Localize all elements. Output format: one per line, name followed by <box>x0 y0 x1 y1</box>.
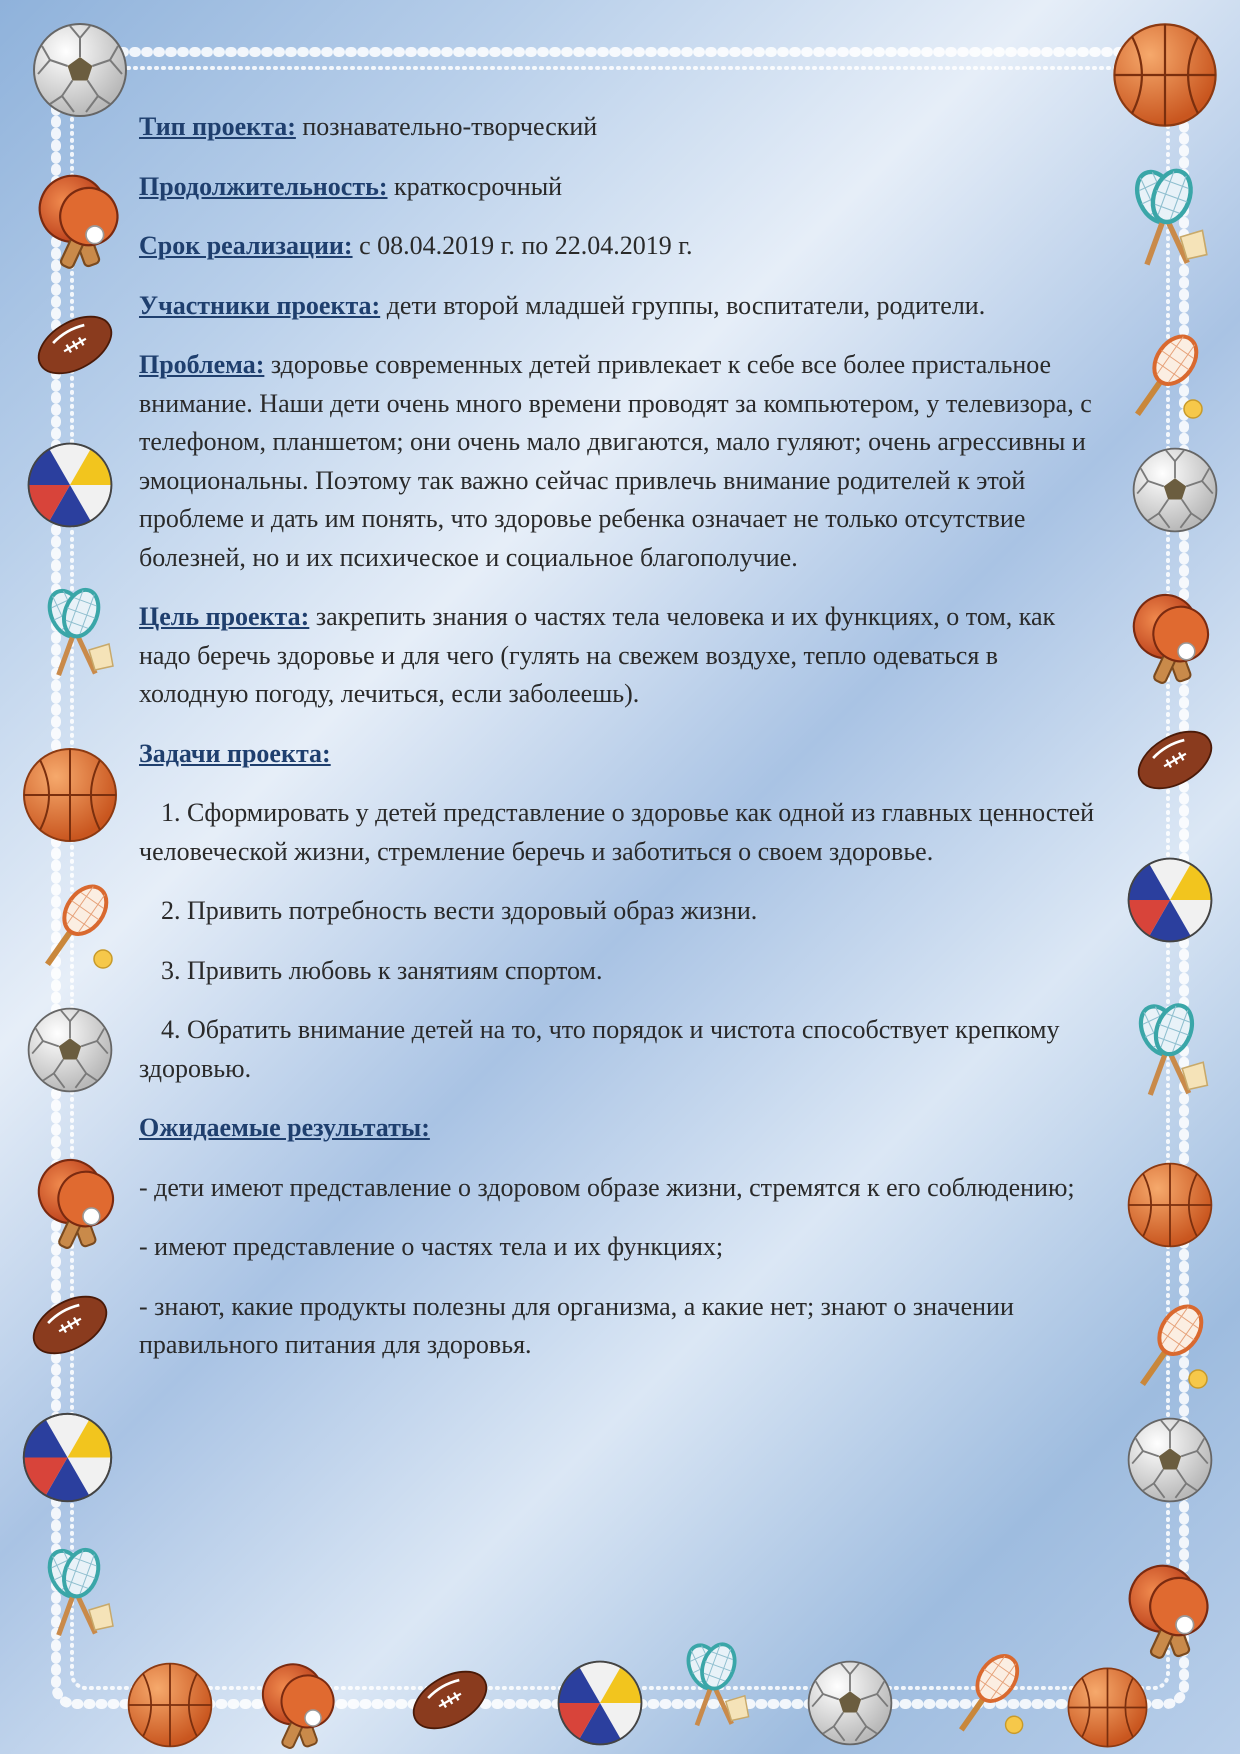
basketball-icon <box>1068 1668 1146 1746</box>
volleyball-icon <box>29 444 112 527</box>
project-type-line <box>139 108 1099 147</box>
participants-line <box>139 287 1099 326</box>
participants-value: дети второй младшей группы, воспитатели, родители. <box>380 290 986 320</box>
task-item <box>139 892 1099 931</box>
badminton-rackets-icon <box>1134 1000 1208 1100</box>
soccer-ball-icon <box>1134 449 1217 532</box>
tasks-heading-label: Задачи проекта: <box>139 738 331 768</box>
ping-pong-paddle-icon <box>1125 586 1217 693</box>
tennis-racket-icon <box>947 1648 1025 1739</box>
basketball-icon <box>1129 1164 1212 1247</box>
period-label: Срок реализации: <box>139 231 353 260</box>
duration-label: Продолжительность: <box>139 171 388 201</box>
participants-label: Участники проекта: <box>139 290 381 320</box>
volleyball-icon <box>559 1662 642 1745</box>
task-item <box>139 794 1099 871</box>
period-line <box>139 227 1099 266</box>
soccer-ball-icon <box>1129 1419 1212 1502</box>
soccer-ball-icon <box>29 1009 112 1092</box>
task-number: 2. <box>161 896 181 925</box>
football-icon <box>1129 720 1221 800</box>
task-text: Привить потребность вести здоровый образ жизни. <box>180 896 758 925</box>
soccer-ball-icon <box>34 24 126 116</box>
task-text: Обратить внимание детей на то, что порядок и чистота способствует крепкому здоровью. <box>139 1015 1060 1083</box>
result-item: - дети имеют представление о здоровом образе жизни, стремятся к его соблюдению; <box>139 1172 1075 1202</box>
goal-label: Цель проекта: <box>139 602 310 631</box>
duration-value: краткосрочный <box>387 171 563 201</box>
goal-paragraph <box>139 598 1099 714</box>
project-passport <box>139 108 1099 1386</box>
results-heading <box>139 1109 1099 1148</box>
task-number: 4. <box>161 1015 181 1044</box>
basketball-icon <box>129 1664 212 1747</box>
result-item: - знают, какие продукты полезны для организма, а какие нет; знают о значении правильного питания для здоровья. <box>139 1291 1014 1359</box>
problem-label: Проблема: <box>139 350 265 379</box>
football-icon <box>29 305 121 385</box>
project-type-value: познавательно-творческий <box>295 112 598 141</box>
duration-line <box>139 168 1099 207</box>
problem-text: здоровье современных детей привлекает к себе все более пристальное внимание. Наши дети очень много времени проводят за компьютером, у телевизора, с телефоном, планшетом; они очень мало двигаются, мало гуляют; очень агрессивны и эмоциональны. Поэтому так важно сейчас привлечь внимание родителей к этой проблеме и дать им понять, что здоровье ребенка означает не только отсутствие болезней, но и их психическое и социальное благополучие. <box>139 350 1092 572</box>
problem-paragraph <box>139 346 1099 577</box>
basketball-icon <box>24 749 116 841</box>
results-heading-label: Ожидаемые результаты: <box>139 1113 430 1142</box>
project-type-label: Тип проекта: <box>139 112 296 141</box>
result-item: - имеют представление о частях тела и их функциях; <box>139 1232 724 1261</box>
ping-pong-paddle-icon <box>254 1656 342 1754</box>
task-text: Сформировать у детей представление о здоровье как одной из главных ценностей человеческой жизни, стремление беречь и заботиться о своем здоровье. <box>139 798 1095 866</box>
volleyball-icon <box>1129 859 1212 942</box>
tasks-heading <box>139 735 1099 774</box>
basketball-icon <box>1114 24 1215 125</box>
goal-text: закрепить знания о частях тела человека и их функциях, о том, как надо беречь здоровье и для чего (гулять на свежем воздухе, тепло одеваться в холодную погоду, лечиться, если заболеешь). <box>139 602 1056 708</box>
tennis-racket-icon <box>1123 329 1205 425</box>
period-value: с 08.04.2019 г. по 22.04.2019 г. <box>352 231 693 260</box>
football-icon <box>24 1285 116 1365</box>
volleyball-icon <box>24 1414 111 1502</box>
task-number: 1. <box>161 798 181 827</box>
soccer-ball-icon <box>809 1662 892 1745</box>
task-number: 3. <box>161 955 181 985</box>
football-icon <box>404 1660 496 1740</box>
ping-pong-paddle-icon <box>30 167 126 279</box>
ping-pong-paddle-icon <box>30 1151 122 1258</box>
task-item <box>139 952 1099 991</box>
task-item <box>139 1011 1099 1088</box>
task-text: Привить любовь к занятиям спортом. <box>180 955 603 985</box>
badminton-rackets-icon <box>682 1640 749 1731</box>
